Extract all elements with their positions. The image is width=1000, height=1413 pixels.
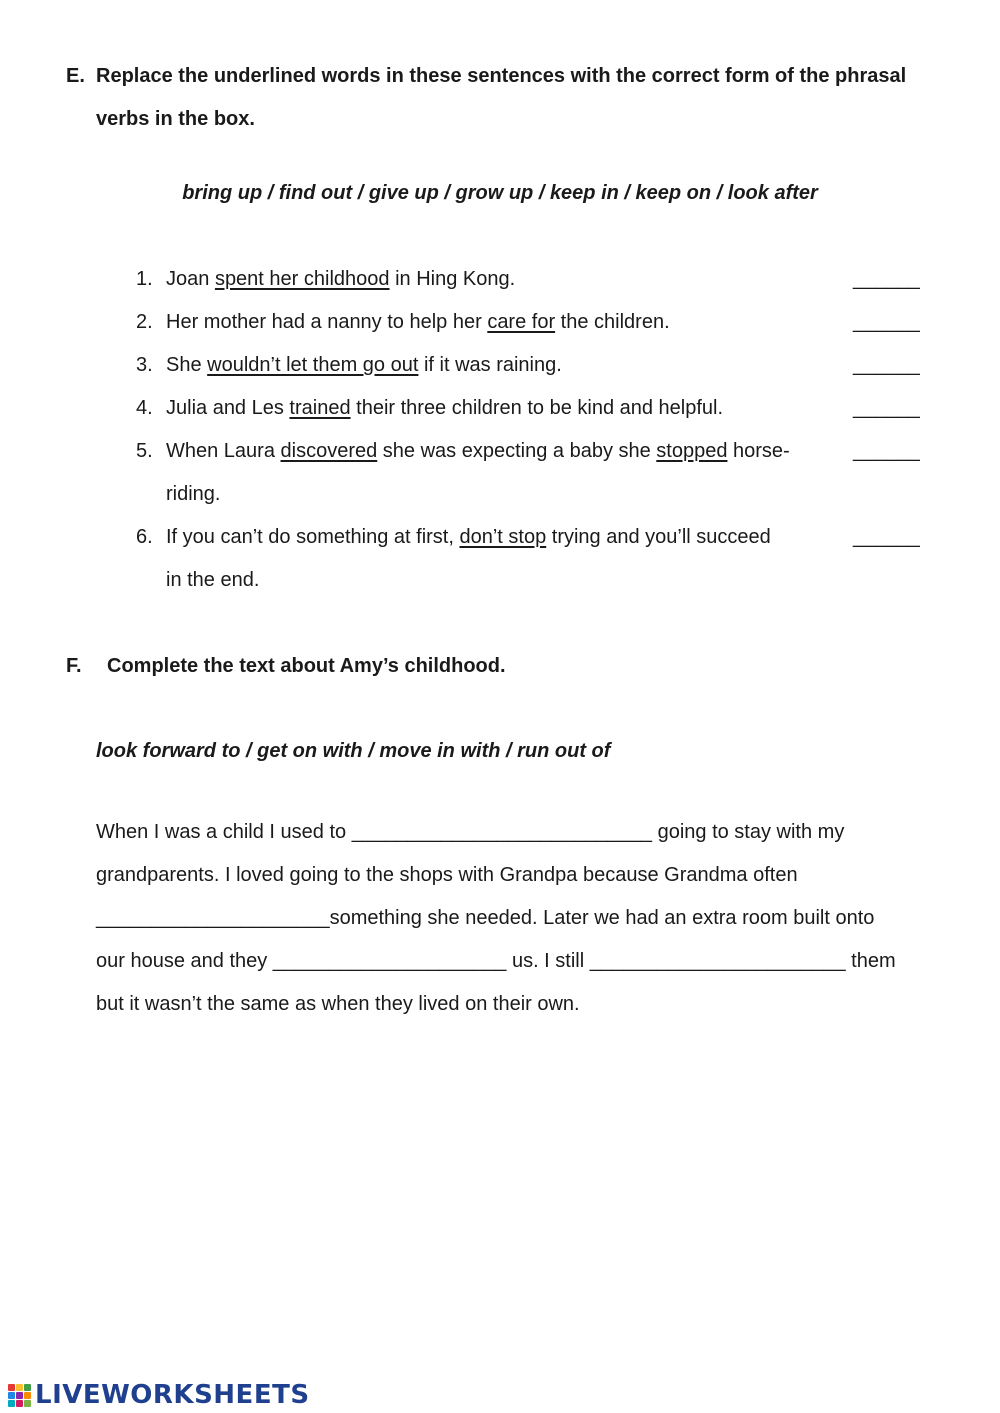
fill-blank[interactable]: ___________________________	[351, 821, 653, 843]
item-number: 6.	[136, 526, 153, 548]
item-number: 2.	[136, 311, 153, 333]
list-item: When Laura discovered she was expecting a baby she stopped horse-	[166, 440, 790, 462]
list-item: If you can’t do something at first, don’t stop trying and you’ll succeed	[166, 526, 771, 548]
item-number: 3.	[136, 354, 153, 376]
answer-blank[interactable]: ______	[853, 526, 920, 548]
liveworksheets-logo[interactable]	[8, 1380, 310, 1410]
answer-blank[interactable]: ______	[853, 354, 920, 376]
logo-text: LIVEWORKSHEETS	[35, 1380, 310, 1410]
item-number: 1.	[136, 268, 153, 290]
section-f-label: F.	[66, 655, 82, 677]
list-item: Joan spent her childhood in Hing Kong.	[166, 268, 516, 290]
item-number: 4.	[136, 397, 153, 419]
section-f-instruction: Complete the text about Amy’s childhood.	[107, 655, 506, 677]
item-number: 5.	[136, 440, 153, 462]
underlined-phrase: spent her childhood	[214, 268, 390, 290]
underlined-phrase: trained	[289, 397, 351, 419]
underlined-phrase: stopped	[656, 440, 728, 462]
paragraph-line-5: but it wasn’t the same as when they lived on their own.	[96, 993, 580, 1015]
list-item: Julia and Les trained their three children to be kind and helpful.	[166, 397, 724, 419]
list-item: She wouldn’t let them go out if it was raining.	[166, 354, 562, 376]
list-item: Her mother had a nanny to help her care for the children.	[166, 311, 670, 333]
fill-blank[interactable]: _______________________	[589, 950, 846, 972]
paragraph-line-3: _____________________something she needed. Later we had an extra room built onto	[96, 907, 875, 929]
liveworksheets-grid-icon	[8, 1384, 31, 1407]
underlined-phrase: care for	[487, 311, 556, 333]
paragraph-line-1: When I was a child I used to ___________________________ going to stay with my	[96, 821, 845, 843]
fill-blank[interactable]: _____________________	[272, 950, 507, 972]
underlined-phrase: don’t stop	[459, 526, 547, 548]
fill-blank[interactable]: _____________________	[96, 907, 330, 929]
list-item-continuation: riding.	[166, 483, 221, 505]
paragraph-line-2: grandparents. I loved going to the shops with Grandpa because Grandma often	[96, 864, 798, 886]
answer-blank[interactable]: ______	[853, 268, 920, 290]
section-e-label: E.	[66, 65, 85, 87]
answer-blank[interactable]: ______	[853, 397, 920, 419]
answer-blank[interactable]: ______	[853, 440, 920, 462]
section-e-instruction-line1: Replace the underlined words in these sentences with the correct form of the phrasal	[96, 65, 907, 87]
list-item-continuation: in the end.	[166, 569, 260, 591]
underlined-phrase: wouldn’t let them go out	[207, 354, 419, 376]
answer-blank[interactable]: ______	[853, 311, 920, 333]
underlined-phrase: discovered	[280, 440, 378, 462]
paragraph-line-4: our house and they _____________________ us. I still _______________________ them	[96, 950, 896, 972]
section-e-word-bank: bring up / find out / give up / grow up / keep in / keep on / look after	[182, 182, 818, 204]
section-f-word-bank: look forward to / get on with / move in with / run out of	[96, 740, 611, 762]
section-e-instruction-line2: verbs in the box.	[96, 108, 255, 130]
